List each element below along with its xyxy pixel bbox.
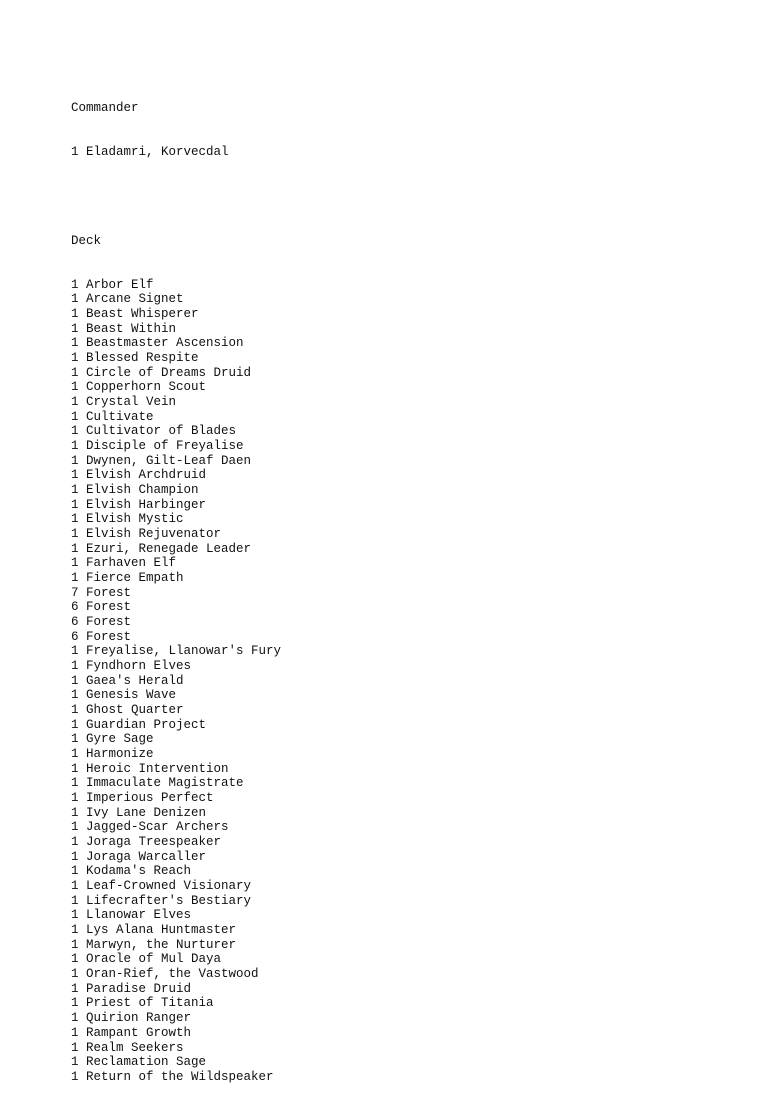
deck-card-line: 1 Blessed Respite [71,350,199,365]
deck-card-line: 1 Reclamation Sage [71,1055,207,1070]
deck-card-line: 1 Imperious Perfect [71,791,214,806]
commander-heading: Commander [71,101,139,116]
deck-card-line: 1 Paradise Druid [71,981,192,996]
deck-card-line: 1 Beast Whisperer [71,306,199,321]
deck-card-line: 1 Llanowar Elves [71,908,192,923]
deck-card-line: 1 Beastmaster Ascension [71,336,244,351]
deck-card-line: 6 Forest [71,615,132,630]
deck-card-line: 1 Elvish Champion [71,482,199,497]
deck-card-line: 1 Elvish Rejuvenator [71,526,222,541]
deck-card-line: 1 Fierce Empath [71,571,184,585]
deck-card-line: 1 Joraga Warcaller [71,849,207,864]
deck-card-line: 1 Harmonize [71,747,154,762]
deck-card-line: 1 Immaculate Magistrate [71,776,244,791]
deck-card-line: 1 Lys Alana Huntmaster [71,923,237,938]
deck-card-line: 1 Oran-Rief, the Vastwood [71,967,259,982]
deck-card-line: 1 Ezuri, Renegade Leader [71,541,252,556]
deck-card-line: 1 Ivy Lane Denizen [71,805,207,820]
deck-card-line: 1 Elvish Archdruid [71,468,207,483]
deck-card-line: 6 Forest [71,600,132,615]
deck-card-line: 1 Guardian Project [71,717,207,732]
deck-card-line: 1 Arbor Elf [71,277,154,292]
deck-card-line: 1 Kodama's Reach [71,864,192,879]
deck-card-line: 1 Crystal Vein [71,394,177,409]
decklist-text [71,72,281,1114]
deck-card-line: 1 Dwynen, Gilt-Leaf Daen [71,453,252,468]
deck-card-line: 1 Heroic Intervention [71,761,229,776]
deck-card-line: 1 Circle of Dreams Druid [71,365,252,380]
deck-card-line: 1 Beast Within [71,321,177,336]
deck-card-line: 1 Ghost Quarter [71,703,184,718]
deck-card-line: 1 Farhaven Elf [71,556,177,571]
deck-card-line: 1 Elvish Mystic [71,512,184,527]
deck-card-line: 1 Leaf-Crowned Visionary [71,879,252,894]
deck-card-line: 1 Priest of Titania [71,996,214,1011]
section-gap [71,189,281,204]
deck-card-line: 1 Joraga Treespeaker [71,835,222,850]
deck-card-line: 1 Fyndhorn Elves [71,659,192,674]
commander-card: 1 Eladamri, Korvecdal [71,145,229,160]
deck-card-list [71,278,281,1085]
deck-card-line: 1 Oracle of Mul Daya [71,952,222,967]
deck-card-line: 1 Quirion Ranger [71,1011,192,1026]
deck-card-line: 7 Forest [71,585,132,600]
deck-card-line: 1 Arcane Signet [71,292,184,307]
deck-card-line: 1 Realm Seekers [71,1040,184,1055]
deck-card-line: 1 Gaea's Herald [71,673,184,688]
deck-card-line: 1 Lifecrafter's Bestiary [71,893,252,908]
deck-card-line: 1 Copperhorn Scout [71,380,207,395]
deck-card-line: 1 Freyalise, Llanowar's Fury [71,644,282,659]
deck-card-line: 1 Gyre Sage [71,732,154,747]
deck-card-line: 1 Rampant Growth [71,1025,192,1040]
deck-card-line: 1 Elvish Harbinger [71,497,207,512]
deck-card-line: 1 Cultivate [71,409,154,424]
deck-card-line: 1 Genesis Wave [71,688,177,703]
deck-card-line: 6 Forest [71,629,132,644]
deck-card-line: 1 Cultivator of Blades [71,424,237,439]
deck-heading: Deck [71,233,102,248]
deck-card-line: 1 Disciple of Freyalise [71,438,244,453]
deck-card-line: 1 Jagged-Scar Archers [71,820,229,835]
deck-card-line: 1 Marwyn, the Nurturer [71,937,237,952]
deck-card-line: 1 Return of the Wildspeaker [71,1069,274,1084]
